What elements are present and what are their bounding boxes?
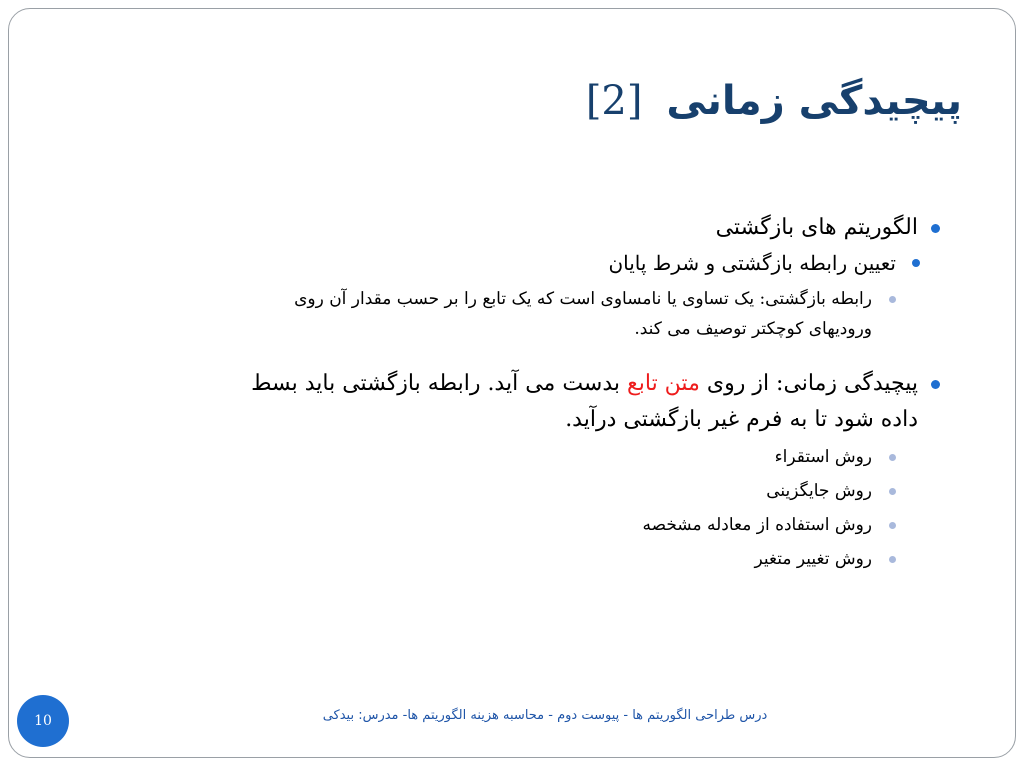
- bullet-dot: [931, 380, 940, 389]
- bullet-dot: [889, 454, 896, 461]
- bullet-text: روش تغییر متغیر: [754, 549, 872, 569]
- bullet-text: الگوریتم های بازگشتی: [715, 215, 918, 240]
- bullet-dot: [889, 296, 896, 303]
- bullet-text: روش استقراء: [774, 447, 872, 467]
- highlighted-text: متن تابع: [627, 371, 700, 396]
- bullet-time-complexity: [140, 366, 940, 438]
- bullet-text-line: داده شود تا به فرم غیر بازگشتی درآید.: [565, 407, 918, 432]
- bullet-dot: [889, 556, 896, 563]
- bullet-text: روش جایگزینی: [766, 481, 872, 501]
- bullet-dot: [889, 522, 896, 529]
- bullet-dot: [889, 488, 896, 495]
- bullet-dot: [931, 224, 940, 233]
- slide-footer: درس طراحی الگوریتم ها - پیوست دوم - محاسبه هزینه الگوریتم ها- مدرس: بیدکی: [322, 708, 768, 723]
- bullet-method-induction: [140, 442, 896, 472]
- bullet-text-line: ورودیهای کوچکتر توصیف می کند.: [634, 319, 872, 339]
- bullet-text-line: رابطه بازگشتی: یک تساوی یا نامساوی است که یک تابع را بر حسب مقدار آن روی: [294, 289, 872, 309]
- bullet-method-characteristic-equation: [140, 510, 896, 540]
- bullet-text: روش استفاده از معادله مشخصه: [642, 515, 872, 535]
- bullet-text: تعیین رابطه بازگشتی و شرط پایان: [608, 251, 896, 275]
- bullet-recurrence-and-base-case: [140, 246, 920, 280]
- bullet-recurrence-definition: [140, 284, 896, 344]
- bullet-text-line: [140, 366, 918, 402]
- slide-title-text: پیچیدگی زمانی: [666, 78, 962, 124]
- bullet-method-change-of-variable: [140, 544, 896, 574]
- bullet-dot: [912, 259, 920, 267]
- bullet-recursive-algorithms: [140, 210, 940, 246]
- slide-title: [586, 78, 962, 124]
- slide-title-reference: [2]: [585, 78, 643, 124]
- bullet-text-part: بدست می آید. رابطه بازگشتی باید بسط: [251, 371, 621, 396]
- bullet-method-substitution: [140, 476, 896, 506]
- slide-content: [140, 210, 940, 574]
- page-number-badge: 10: [17, 695, 69, 747]
- bullet-text-part: پیچیدگی زمانی: از روی: [706, 371, 918, 396]
